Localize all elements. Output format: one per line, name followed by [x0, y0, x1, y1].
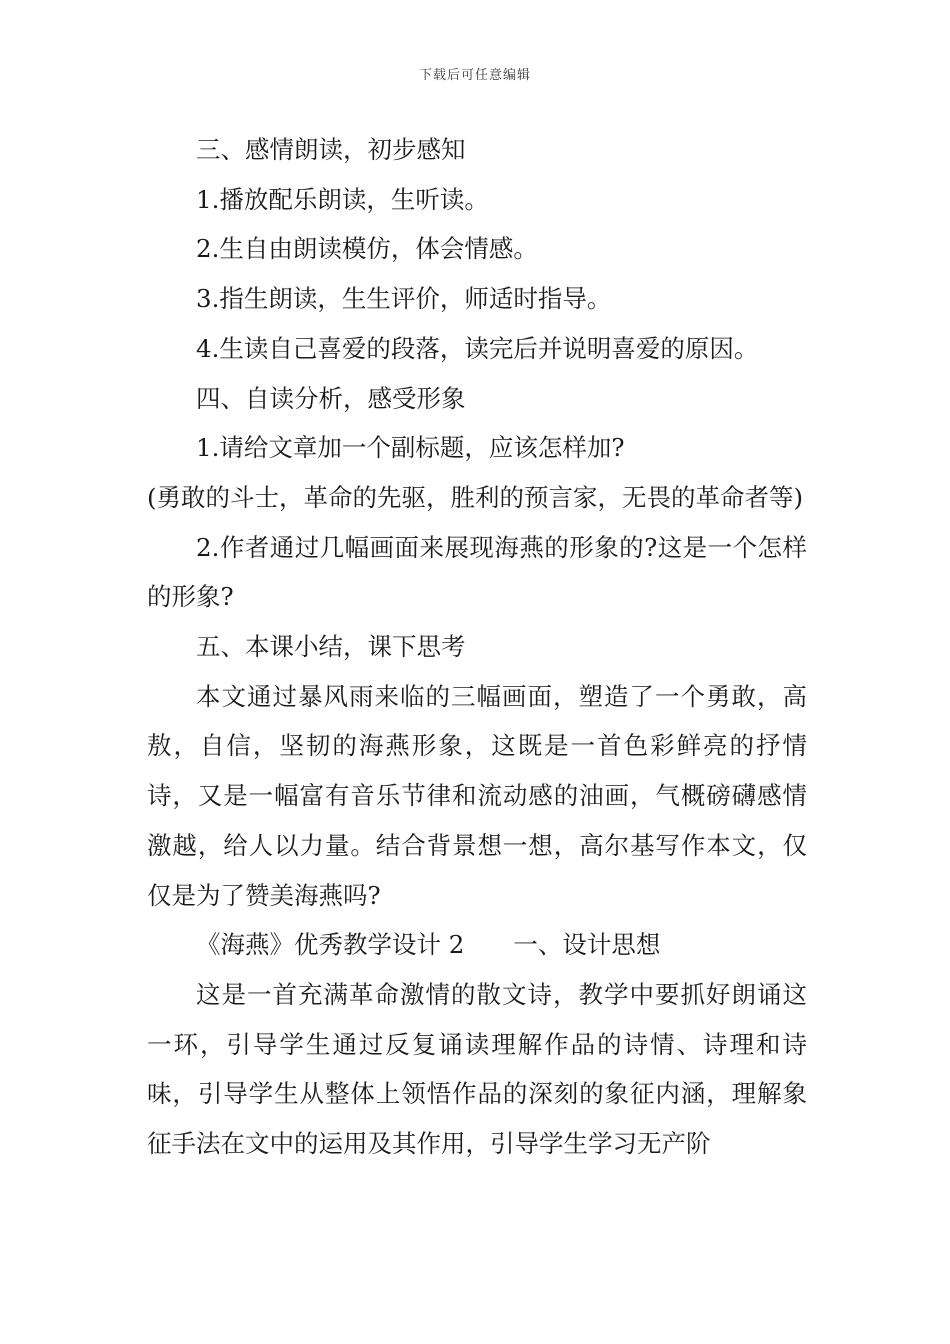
heading-section-five: 五、本课小结，课下思考 — [196, 632, 466, 662]
heading-section-three: 三、感情朗读，初步感知 — [196, 135, 466, 164]
heading-section-four: 四、自读分析，感受形象 — [196, 383, 466, 413]
answer-paragraph: (勇敢的斗士，革命的先驱，胜利的预言家，无畏的革命者等) — [147, 482, 804, 512]
design-title: 《海燕》优秀教学设计 2 一、设计思想 — [196, 930, 661, 960]
list-item: 2.作者通过几幅画面来展现海燕的形象的?这是一个怎样的形象? — [147, 532, 807, 612]
list-item: 2.生自由朗读模仿，体会情感。 — [196, 234, 538, 264]
summary-paragraph: 本文通过暴风雨来临的三幅画面，塑造了一个勇敢，高敖，自信，坚韧的海燕形象，这既是一首色彩鲜亮的抒情诗，又是一幅富有音乐节律和流动感的油画，气概磅礴感情激越，给人以力量。结合背景想一想，高尔基写作本文，仅仅是为了赞美海燕吗? — [147, 681, 807, 910]
list-item: 1.请给文章加一个副标题，应该怎样加? — [196, 433, 625, 463]
page-header: 下载后可任意编辑 — [418, 68, 531, 83]
design-paragraph: 这是一首充满革命激情的散文诗，教学中要抓好朗诵这一环，引导学生通过反复诵读理解作品的诗情、诗理和诗味，引导学生从整体上领悟作品的深刻的象征内涵，理解象征手法在文中的运用及其作用，引导学生学习无产阶 — [147, 979, 807, 1159]
list-item: 1.播放配乐朗读，生听读。 — [196, 184, 489, 214]
list-item: 4.生读自己喜爱的段落，读完后并说明喜爱的原因。 — [196, 333, 759, 363]
list-item: 3.指生朗读，生生评价，师适时指导。 — [196, 284, 612, 314]
document-body — [147, 125, 807, 1169]
